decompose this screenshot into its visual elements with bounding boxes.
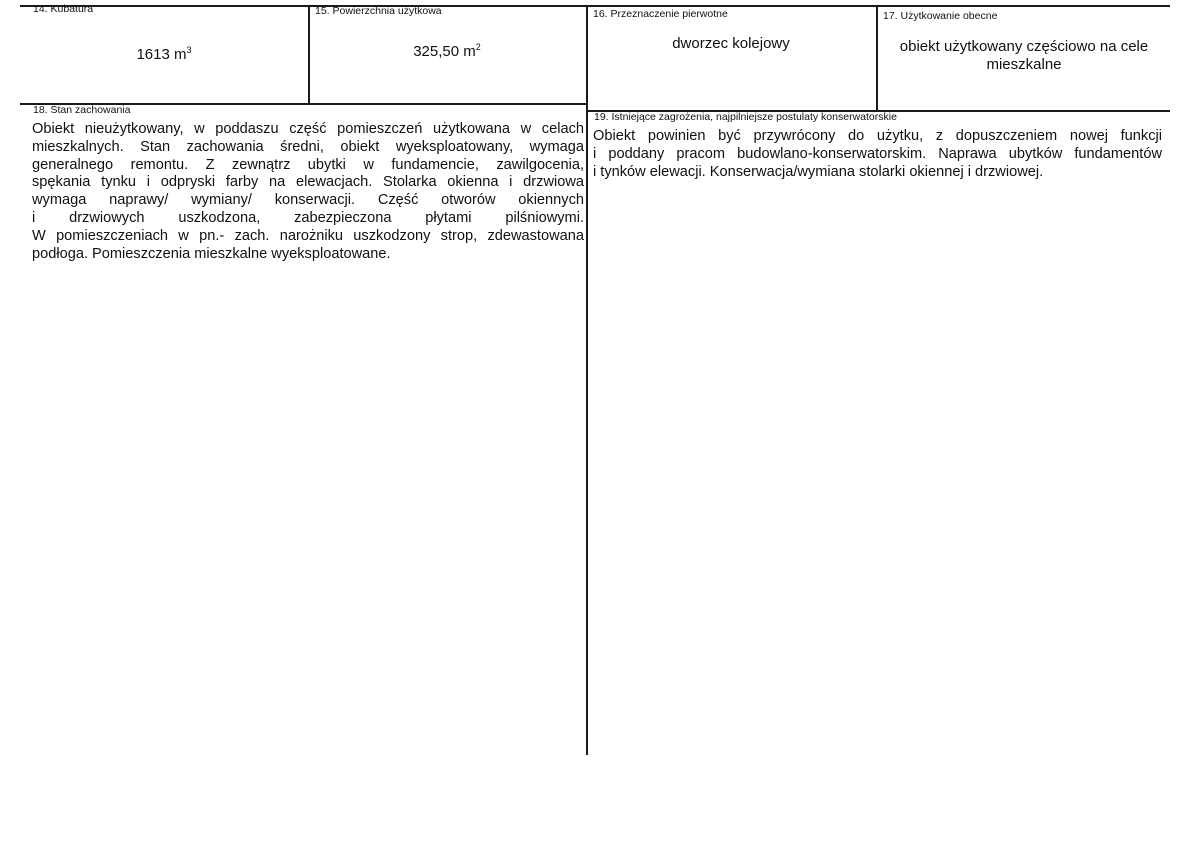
current-use-value <box>876 38 1172 74</box>
cubature-unit-exponent: 3 <box>186 45 192 55</box>
condition-line: podłoga. Pomieszczenia mieszkalne wyeksploatowane. <box>32 245 391 262</box>
top-border-line <box>20 5 1170 7</box>
condition-line: spękania tynku i odpryski farby na elewacjach. Stolarka okienna i drzwiowa <box>32 174 584 191</box>
condition-text <box>32 121 584 263</box>
condition-line: Obiekt nieużytkowany, w poddaszu część pomieszczeń użytkowana w celach <box>32 121 584 137</box>
cubature-number: 1613 m <box>136 46 187 63</box>
threats-line: Obiekt powinien być przywrócony do użytku, z dopuszczeniem nowej funkcji <box>593 128 1162 144</box>
threats-label: 19. Istniejące zagrożenia, najpilniejsze postulaty konserwatorskie <box>594 111 897 123</box>
condition-line: mieszkalnych. Stan zachowania średni, obiekt wyeksploatowany, wymaga <box>32 138 584 155</box>
cubature-label: 14. Kubatura <box>33 3 94 15</box>
threats-line: i tynków elewacji. Konserwacja/wymiana stolarki okiennej i drzwiowej. <box>593 163 1044 180</box>
current-use-label: 17. Użytkowanie obecne <box>883 10 998 22</box>
condition-line: W pomieszczeniach w pn.- zach. narożniku uszkodzony strop, zdewastowana <box>32 227 584 244</box>
condition-line: wymaga naprawy/ wymiany/ konserwacji. Część otworów okiennych <box>32 192 584 209</box>
original-purpose-value: dworzec kolejowy <box>672 35 790 52</box>
usable-area-value <box>308 43 586 61</box>
condition-line: i drzwiowych uszkodzona, zabezpieczona płytami pilśniowymi. <box>32 209 584 226</box>
current-use-line: obiekt użytkowany częściowo na cele <box>899 38 1149 55</box>
condition-label: 18. Stan zachowania <box>33 104 131 116</box>
original-purpose-label: 16. Przeznaczenie pierwotne <box>593 8 728 20</box>
threats-line: i poddany pracom budowlano-konserwatorskim. Naprawa ubytków fundamentów <box>593 145 1162 162</box>
usable-area-label: 15. Powierzchnia użytkowa <box>315 5 442 17</box>
condition-line: generalnego remontu. Z zewnątrz ubytki w fundamencie, zawilgocenia, <box>32 156 584 173</box>
cubature-value <box>20 46 308 64</box>
usable-area-number: 325,50 m <box>413 43 476 60</box>
usable-area-unit-exponent: 2 <box>475 42 481 52</box>
col-divider-15-16 <box>586 5 588 755</box>
current-use-line: mieszkalne <box>986 56 1062 73</box>
threats-text <box>593 128 1162 181</box>
